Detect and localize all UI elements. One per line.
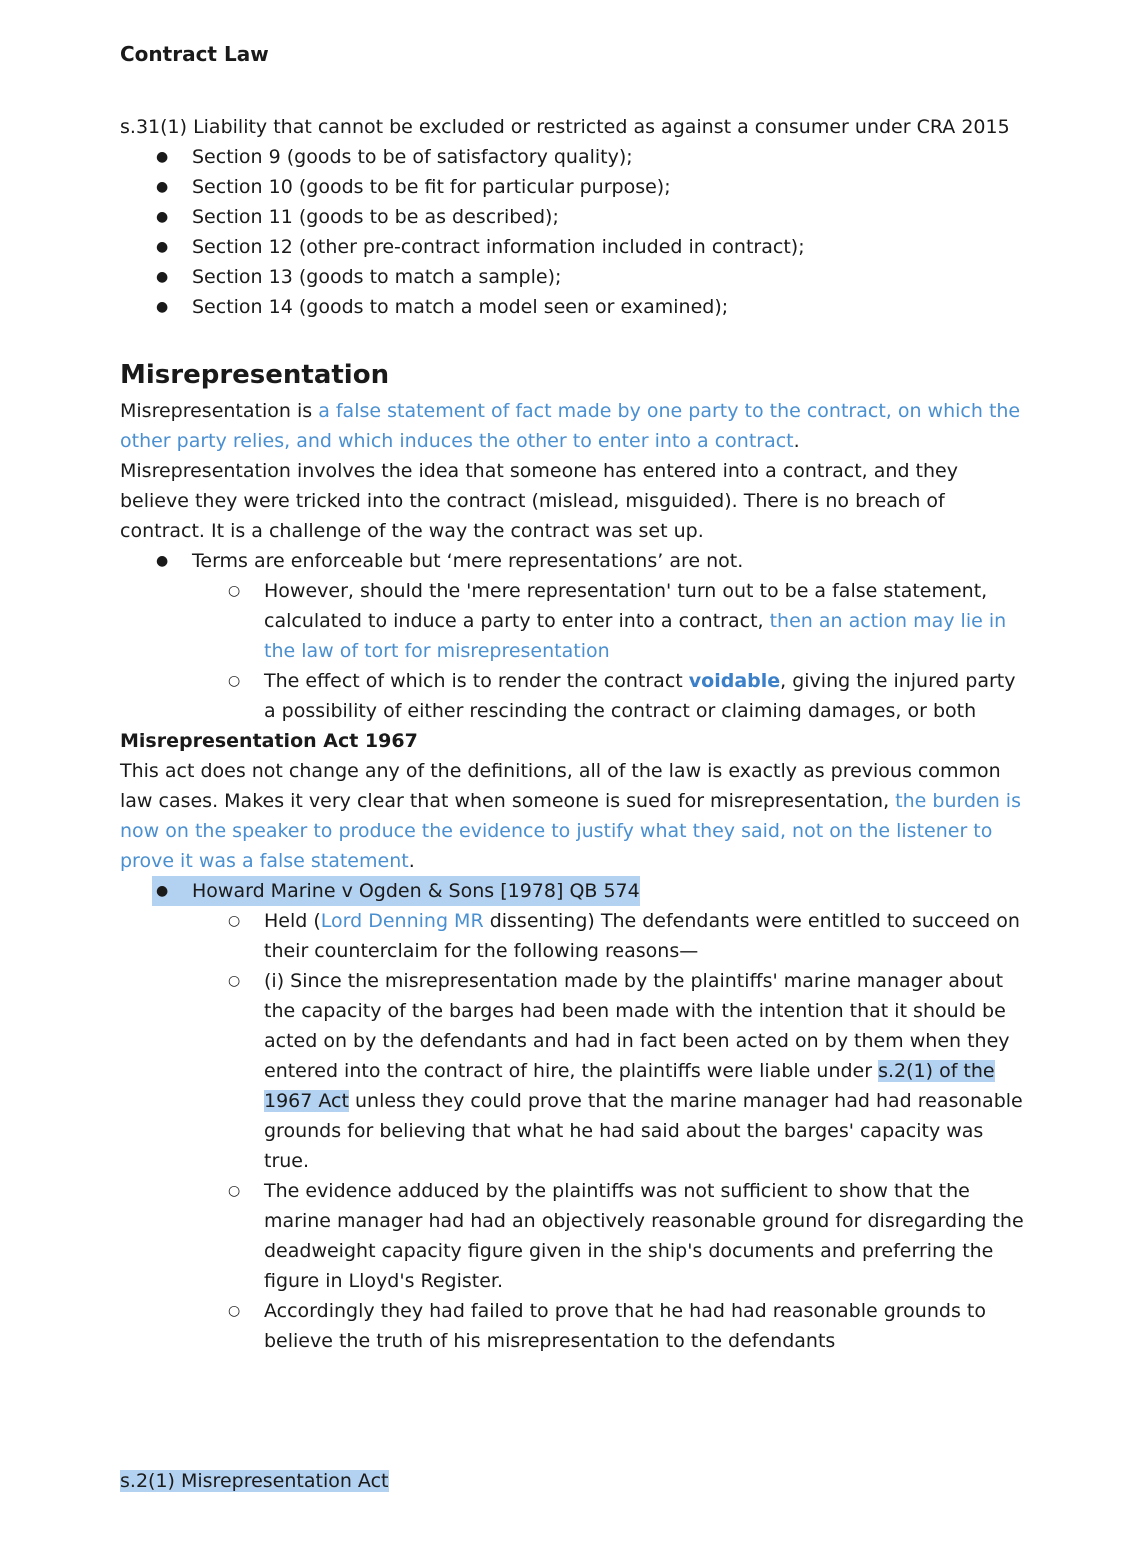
- list-item: [120, 876, 1025, 1356]
- definition-prefix: Misrepresentation is: [120, 400, 319, 422]
- sub-bullet-suffix: , giving the injured party a possibility of either rescinding the contract or claiming damages, or both: [264, 670, 1016, 722]
- footer-citation: [120, 1466, 389, 1496]
- list-item: ● Section 14 (goods to match a model seen or examined);: [120, 292, 1025, 322]
- case-reasons: [192, 906, 1025, 1356]
- list-item: [120, 666, 1025, 726]
- act-paragraph-suffix: .: [408, 850, 415, 872]
- list-item: ● Section 11 (goods to be as described);: [120, 202, 1025, 232]
- case-title: Howard Marine v Ogden & Sons [1978] QB 574: [152, 876, 640, 906]
- sub-bullet-blue-text: then an action may lie in the law of tort for misrepresentation: [264, 610, 1007, 662]
- list-item: [120, 906, 1025, 966]
- reason-suffix: unless they could prove that the marine manager had had reasonable grounds for believing that what he had said about the barges' capacity was true.: [264, 1090, 1023, 1172]
- page-header-title: Contract Law: [120, 42, 269, 66]
- held-prefix: Held (: [264, 910, 321, 932]
- held-suffix: dissenting) The defendants were entitled to succeed on their counterclaim for the following reasons—: [264, 910, 1020, 962]
- act-paragraph-blue-text: the burden is now on the speaker to produce the evidence to justify what they said, not on the listener to prove it was a false statement: [120, 790, 1021, 872]
- highlighted-citation: s.2(1) of the 1967 Act: [264, 1060, 995, 1112]
- list-item: ● Section 12 (other pre-contract information included in contract);: [120, 232, 1025, 262]
- footer-highlighted-text: s.2(1) Misrepresentation Act: [120, 1470, 389, 1492]
- list-item: ● Section 10 (goods to be fit for particular purpose);: [120, 172, 1025, 202]
- cra-section-list: [120, 142, 1025, 322]
- list-item: [120, 546, 1025, 726]
- cra-intro: s.31(1) Liability that cannot be excluded or restricted as against a consumer under CRA 2015: [120, 116, 1010, 138]
- misrepresentation-sub-bullets: [192, 576, 1025, 726]
- list-item: ○ The evidence adduced by the plaintiffs was not sufficient to show that the marine manager had had an objectively reasonable ground for disregarding the deadweight capacity figure given in the ship's documents and preferring the figure in Lloyd's Register.: [120, 1176, 1025, 1296]
- list-item: ● Section 9 (goods to be of satisfactory quality);: [120, 142, 1025, 172]
- misrepresentation-definition: [120, 396, 1025, 456]
- list-item: [120, 576, 1025, 666]
- document-body: [120, 112, 1025, 1356]
- act-paragraph-prefix: This act does not change any of the definitions, all of the law is exactly as previous common law cases. Makes it very clear that when someone is sued for misrepresentation,: [120, 760, 1001, 812]
- misrepresentation-heading: Misrepresentation: [120, 360, 390, 390]
- case-list: [120, 876, 1025, 1356]
- reason-text: (i) Since the misrepresentation made by the plaintiffs' marine manager about the capacity of the barges had been made with the intention that it should be acted on by the defendants and had in fact been acted on by them when they entered into the contract of hire, the plaintiffs were liable under: [264, 970, 1010, 1082]
- act-heading: Misrepresentation Act 1967: [120, 730, 418, 752]
- list-item: ● Section 13 (goods to match a sample);: [120, 262, 1025, 292]
- sub-bullet-text: The effect of which is to render the contract: [264, 670, 689, 692]
- definition-highlight-text: a false statement of fact made by one party to the contract, on which the other party relies, and which induces the other to enter into a contract: [120, 400, 1021, 452]
- definition-suffix: .: [793, 430, 800, 452]
- misrepresentation-bullets: [120, 546, 1025, 726]
- bullet-text: Terms are enforceable but ‘mere representations’ are not.: [192, 550, 744, 572]
- act-paragraph: [120, 756, 1025, 876]
- list-item: [120, 966, 1025, 1176]
- held-judge-name: Lord Denning MR: [320, 910, 484, 932]
- sub-bullet-text: However, should the 'mere representation' turn out to be a false statement, calculated to induce a party to enter into a contract,: [264, 580, 988, 632]
- misrepresentation-explanation: Misrepresentation involves the idea that someone has entered into a contract, and they believe they were tricked into the contract (mislead, misguided). There is no breach of contract. It is a challenge of the way the contract was set up.: [120, 460, 958, 542]
- list-item: ○ Accordingly they had failed to prove that he had had reasonable grounds to believe the truth of his misrepresentation to the defendants: [120, 1296, 1025, 1356]
- voidable-keyword: voidable: [688, 670, 781, 692]
